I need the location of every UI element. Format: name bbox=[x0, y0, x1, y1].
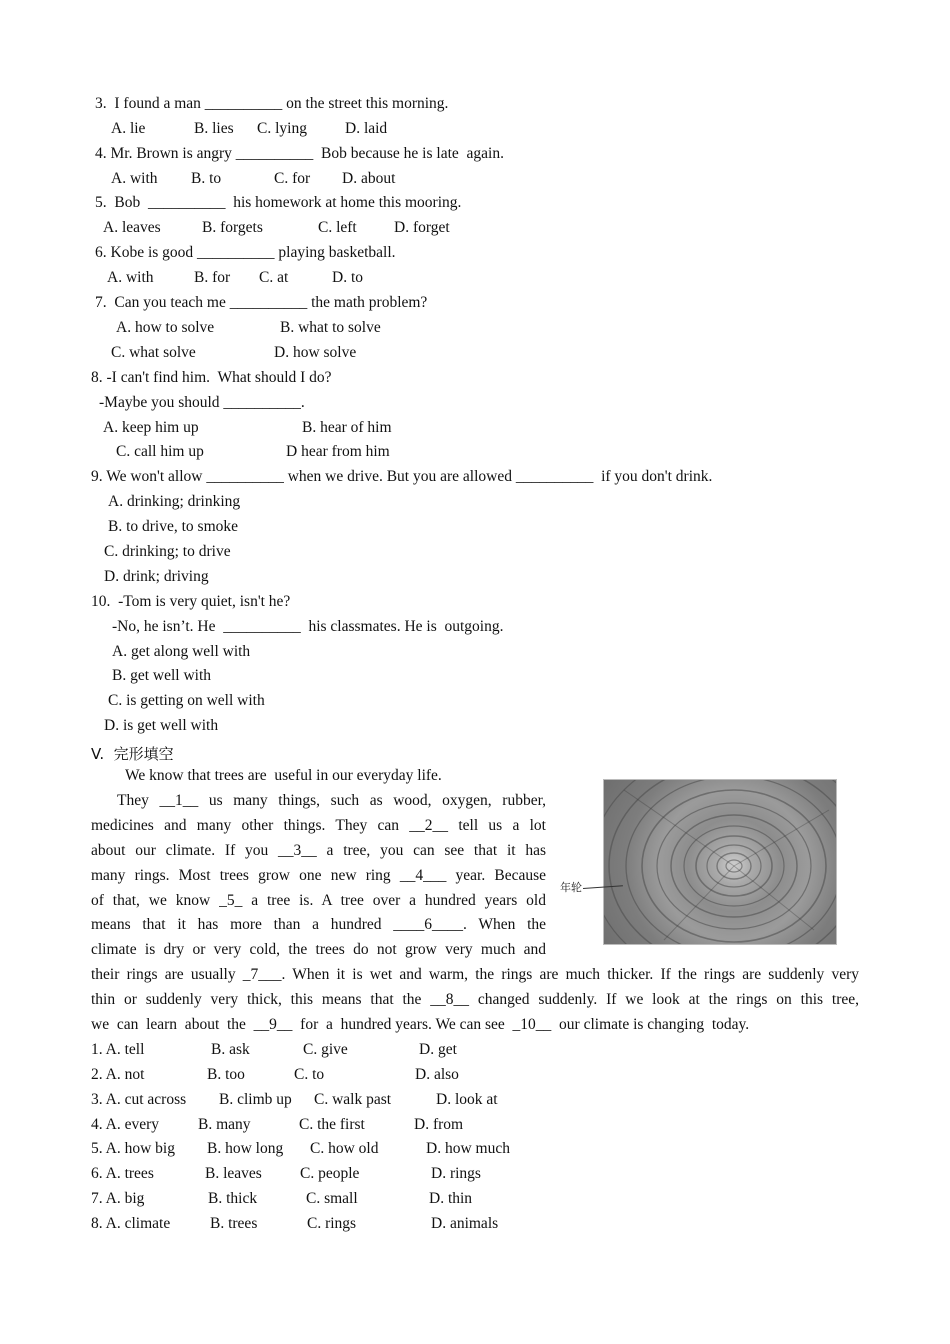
question-text: 3. I found a man __________ on the street this morning. bbox=[95, 95, 449, 112]
option-d: D. to bbox=[332, 269, 363, 286]
option-d: D. look at bbox=[436, 1091, 498, 1108]
option-c: C. rings bbox=[307, 1215, 357, 1232]
option-b: B. lies bbox=[194, 120, 234, 137]
option-a: 4. A. every bbox=[91, 1116, 160, 1133]
option-d: D. animals bbox=[431, 1215, 499, 1232]
section-heading: V. 完形填空 bbox=[91, 745, 174, 763]
passage-intro: We know that trees are useful in our everyday life. bbox=[125, 767, 442, 784]
option-b: B. to bbox=[191, 170, 222, 187]
option-d: D. is get well with bbox=[104, 717, 219, 734]
option-b: B. get well with bbox=[112, 667, 212, 684]
option-d: D. from bbox=[414, 1116, 464, 1133]
option-d: D hear from him bbox=[286, 443, 390, 460]
passage-line: of that, we know _5_ a tree is. A tree over a hundred years old bbox=[91, 892, 546, 909]
passage-line: means that it has more than a hundred ____6____. When the bbox=[91, 916, 546, 933]
option-c: C. small bbox=[306, 1190, 358, 1207]
question-text: 10. -Tom is very quiet, isn't he? bbox=[91, 593, 291, 610]
passage-line: climate is dry or very cold, the trees do not grow very much and bbox=[91, 941, 546, 958]
option-d: D. how solve bbox=[274, 344, 357, 361]
option-c: C. left bbox=[318, 219, 357, 236]
option-c: C. to bbox=[294, 1066, 325, 1083]
option-c: C. how old bbox=[310, 1140, 379, 1157]
option-a: A. how to solve bbox=[116, 319, 215, 336]
option-b: B. how long bbox=[207, 1140, 284, 1157]
option-b: B. too bbox=[207, 1066, 245, 1083]
option-b: B. hear of him bbox=[302, 419, 392, 436]
question-text: 8. -I can't find him. What should I do? bbox=[91, 369, 332, 386]
option-c: C. walk past bbox=[314, 1091, 392, 1108]
question-text-reply: -No, he isn’t. He __________ his classmates. He is outgoing. bbox=[112, 618, 504, 635]
option-a: 7. A. big bbox=[91, 1190, 145, 1207]
question-text: 4. Mr. Brown is angry __________ Bob because he is late again. bbox=[95, 145, 504, 162]
option-a: A. leaves bbox=[103, 219, 161, 236]
passage-line: their rings are usually _7___. When it is wet and warm, the rings are much thicker. If the rings are suddenly very bbox=[91, 966, 859, 983]
question-text-reply: -Maybe you should __________. bbox=[99, 394, 305, 411]
option-d: D. drink; driving bbox=[104, 568, 209, 585]
question-text: 9. We won't allow __________ when we drive. But you are allowed __________ if you don't drink. bbox=[91, 468, 713, 485]
option-d: D. about bbox=[342, 170, 396, 187]
option-d: D. get bbox=[419, 1041, 457, 1058]
passage-line: medicines and many other things. They can __2__ tell us a lot bbox=[91, 817, 546, 834]
option-c: C. at bbox=[259, 269, 289, 286]
passage-line: about our climate. If you __3__ a tree, you can see that it has bbox=[91, 842, 546, 859]
option-a: 6. A. trees bbox=[91, 1165, 154, 1182]
option-c: C. give bbox=[303, 1041, 348, 1058]
passage-line: They __1__ us many things, such as wood, oxygen, rubber, bbox=[117, 792, 546, 809]
option-b: B. what to solve bbox=[280, 319, 381, 336]
passage-line: many rings. Most trees grow one new ring __4___ year. Because bbox=[91, 867, 546, 884]
option-c: C. drinking; to drive bbox=[104, 543, 231, 560]
option-c: C. what solve bbox=[111, 344, 196, 361]
question-text: 7. Can you teach me __________ the math problem? bbox=[95, 294, 428, 311]
option-a: A. drinking; drinking bbox=[108, 493, 241, 510]
option-d: D. forget bbox=[394, 219, 450, 236]
question-text: 6. Kobe is good __________ playing basketball. bbox=[95, 244, 396, 261]
option-a: A. get along well with bbox=[112, 643, 251, 660]
option-b: B. many bbox=[198, 1116, 251, 1133]
option-b: B. forgets bbox=[202, 219, 263, 236]
option-d: D. laid bbox=[345, 120, 388, 137]
option-d: D. rings bbox=[431, 1165, 481, 1182]
photo-label: 年轮 bbox=[560, 881, 582, 894]
option-a: 3. A. cut across bbox=[91, 1091, 187, 1108]
tree-rings-photo bbox=[603, 779, 837, 945]
option-d: D. also bbox=[415, 1066, 459, 1083]
option-b: B. to drive, to smoke bbox=[108, 518, 239, 535]
option-a: A. lie bbox=[111, 120, 146, 137]
option-c: C. is getting on well with bbox=[108, 692, 265, 709]
option-a: A. with bbox=[111, 170, 158, 187]
option-a: A. keep him up bbox=[103, 419, 199, 436]
option-b: B. thick bbox=[208, 1190, 258, 1207]
option-a: 8. A. climate bbox=[91, 1215, 171, 1232]
option-a: 5. A. how big bbox=[91, 1140, 175, 1157]
option-d: D. thin bbox=[429, 1190, 473, 1207]
option-c: C. for bbox=[274, 170, 311, 187]
tree-rings-illustration bbox=[604, 780, 836, 944]
option-a: 1. A. tell bbox=[91, 1041, 145, 1058]
option-a: 2. A. not bbox=[91, 1066, 145, 1083]
option-c: C. lying bbox=[257, 120, 307, 137]
option-c: C. the first bbox=[299, 1116, 365, 1133]
option-b: B. for bbox=[194, 269, 231, 286]
option-c: C. call him up bbox=[116, 443, 204, 460]
option-a: A. with bbox=[107, 269, 154, 286]
option-b: B. trees bbox=[210, 1215, 258, 1232]
option-c: C. people bbox=[300, 1165, 360, 1182]
option-b: B. leaves bbox=[205, 1165, 262, 1182]
passage-line: we can learn about the __9__ for a hundred years. We can see _10__ our climate is changing today. bbox=[91, 1016, 750, 1033]
question-text: 5. Bob __________ his homework at home this mooring. bbox=[95, 194, 462, 211]
option-b: B. ask bbox=[211, 1041, 250, 1058]
option-d: D. how much bbox=[426, 1140, 510, 1157]
passage-line: thin or suddenly very thick, this means that the __8__ changed suddenly. If we look at the rings on this tree, bbox=[91, 991, 859, 1008]
option-b: B. climb up bbox=[219, 1091, 292, 1108]
